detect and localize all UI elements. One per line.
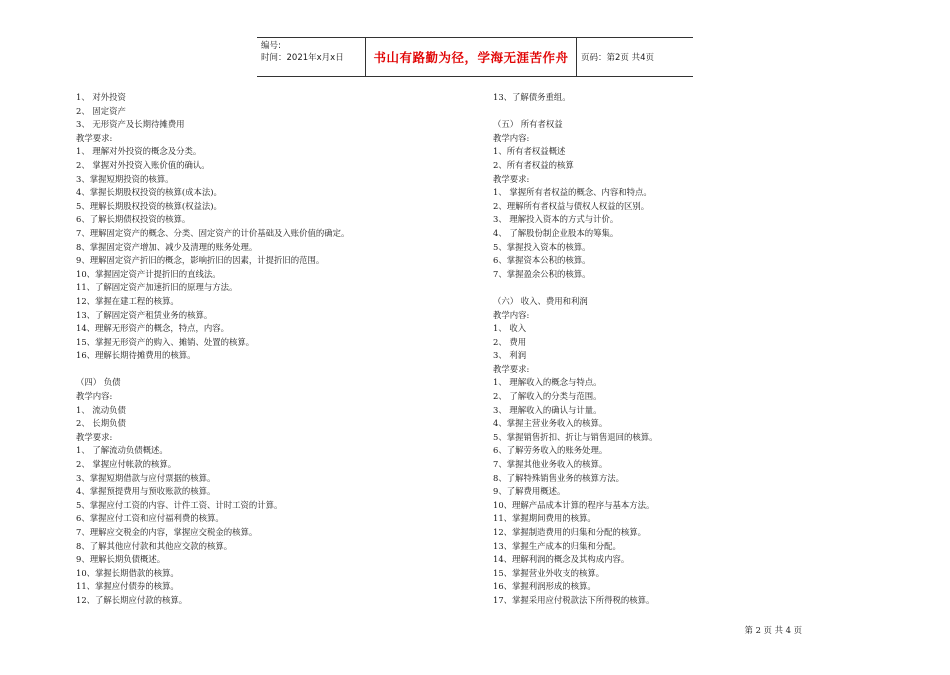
text-line: 12、了解长期应付款的核算。 (76, 594, 188, 605)
text-line: 5、掌握销售折扣、折让与销售退回的核算。 (493, 431, 658, 442)
text-line: （四） 负债 (76, 377, 121, 388)
page-header (257, 37, 693, 77)
text-line: 9、了解费用概述。 (493, 486, 566, 497)
text-line: 3、 无形资产及长期待摊费用 (76, 119, 185, 130)
time-label: 时间：2021年x月x日 (261, 53, 344, 63)
right-column (493, 91, 657, 608)
text-line: 5、理解长期股权投资的核算(权益法)。 (76, 200, 222, 211)
text-line: 1、 收入 (493, 323, 527, 334)
text-line: 10、理解产品成本计算的程序与基本方法。 (493, 499, 655, 510)
text-line: 3、 理解收入的确认与计量。 (493, 404, 602, 415)
text-line: 14、理解利润的概念及其构成内容。 (493, 554, 630, 565)
text-line: 7、理解固定资产的概念、分类、固定资产的计价基础及入账价值的确定。 (76, 227, 350, 238)
text-line: 8、了解其他应付款和其他应交款的核算。 (76, 540, 233, 551)
text-line: 16、理解长期待摊费用的核算。 (76, 350, 196, 361)
text-line: 1、 了解流动负债概述。 (76, 445, 168, 456)
text-line: 1、 流动负债 (76, 404, 126, 415)
text-line: 6、了解长期债权投资的核算。 (76, 214, 191, 225)
text-line: 5、掌握应付工资的内容、计件工资、计时工资的计算。 (76, 499, 283, 510)
blank-line (493, 281, 657, 295)
text-line: 13、了解固定资产租赁业务的核算。 (76, 309, 213, 320)
text-line: 4、掌握预提费用与预收账款的核算。 (76, 486, 216, 497)
text-line: 15、掌握营业外收支的核算。 (493, 567, 605, 578)
text-line: 4、 了解股份制企业股本的筹集。 (493, 227, 619, 238)
blank-line (493, 105, 657, 119)
text-line: 3、 利润 (493, 350, 527, 361)
text-line: 11、掌握期间费用的核算。 (493, 513, 596, 524)
text-line: 2、所有者权益的核算 (493, 159, 574, 170)
text-line: 4、掌握主营业务收入的核算。 (493, 418, 608, 429)
text-line: 12、掌握在建工程的核算。 (76, 295, 179, 306)
text-line: 2、 费用 (493, 336, 527, 347)
text-line: 教学要求: (493, 363, 530, 374)
text-line: 6、了解劳务收入的账务处理。 (493, 445, 608, 456)
text-line: 3、掌握短期投资的核算。 (76, 173, 174, 184)
text-line: 11、了解固定资产加速折旧的原理与方法。 (76, 282, 238, 293)
text-line: 2、 长期负债 (76, 418, 126, 429)
text-line: 1、 对外投资 (76, 92, 126, 102)
text-line: 13、掌握生产成本的归集和分配。 (493, 540, 621, 551)
blank-line (76, 363, 349, 377)
text-line: 教学要求: (76, 132, 113, 143)
header-meta (257, 38, 365, 76)
text-line: 9、理解长期负债概述。 (76, 554, 166, 565)
text-line: 2、 固定资产 (76, 105, 126, 116)
text-line: 7、理解应交税金的内容，掌握应交税金的核算。 (76, 527, 258, 537)
text-line: 16、掌握利润形成的核算。 (493, 581, 596, 592)
text-line: 教学内容: (493, 309, 530, 320)
text-line: 教学内容: (493, 132, 530, 143)
header-motto: 书山有路勤为径，学海无涯苦作舟 (365, 38, 577, 76)
text-line: 17、掌握采用应付税款法下所得税的核算。 (493, 594, 655, 605)
text-line: 5、掌握投入资本的核算。 (493, 241, 591, 252)
text-line: 8、了解特殊销售业务的核算方法。 (493, 472, 624, 483)
header-page-label: 页码：第2页 共4页 (581, 53, 655, 63)
text-line: 8、掌握固定资产增加、减少及清理的账务处理。 (76, 241, 258, 252)
text-line: 9、理解固定资产折旧的概念，影响折旧的因素，计提折旧的范围。 (76, 255, 325, 266)
text-line: 1、 理解收入的概念与特点。 (493, 377, 602, 388)
text-line: 教学要求: (76, 431, 113, 442)
text-line: 2、理解所有者权益与债权人权益的区别。 (493, 200, 650, 211)
text-line: 13、了解债务重组。 (493, 92, 571, 102)
text-line: 14、理解无形资产的概念，特点，内容。 (76, 323, 230, 334)
text-line: 10、掌握固定资产计提折旧的直线法。 (76, 268, 221, 279)
text-line: 2、 掌握对外投资入账价值的确认。 (76, 159, 210, 170)
text-line: 教学要求: (493, 173, 530, 184)
page-footer: 第 2 页 共 4 页 (744, 625, 802, 635)
text-line: 1、 掌握所有者权益的概念、内容和特点。 (493, 187, 652, 198)
text-line: 7、掌握盈余公积的核算。 (493, 268, 591, 279)
text-line: 10、掌握长期借款的核算。 (76, 567, 179, 578)
text-line: 7、掌握其他业务收入的核算。 (493, 459, 608, 470)
text-line: 6、掌握应付工资和应付福利费的核算。 (76, 513, 224, 524)
text-line: 2、 了解收入的分类与范围。 (493, 391, 602, 402)
number-label: 编号: (261, 41, 281, 51)
text-line: 11、掌握应付债券的核算。 (76, 581, 179, 592)
text-line: 1、 理解对外投资的概念及分类。 (76, 146, 202, 157)
text-line: （六） 收入、费用和利润 (493, 295, 588, 306)
text-line: 3、掌握短期借款与应付票据的核算。 (76, 472, 216, 483)
text-line: 2、 掌握应付帐款的核算。 (76, 459, 177, 470)
text-line: 12、掌握制造费用的归集和分配的核算。 (493, 527, 647, 537)
text-line: 教学内容: (76, 391, 113, 402)
text-line: 4、掌握长期股权投资的核算(成本法)。 (76, 187, 222, 198)
text-line: 1、所有者权益概述 (493, 146, 566, 157)
text-line: 3、 理解投入资本的方式与计价。 (493, 214, 619, 225)
left-column (76, 91, 349, 608)
text-line: 6、掌握资本公积的核算。 (493, 255, 591, 266)
text-line: （五） 所有者权益 (493, 119, 563, 130)
text-line: 15、掌握无形资产的购入、摊销、处置的核算。 (76, 336, 255, 347)
